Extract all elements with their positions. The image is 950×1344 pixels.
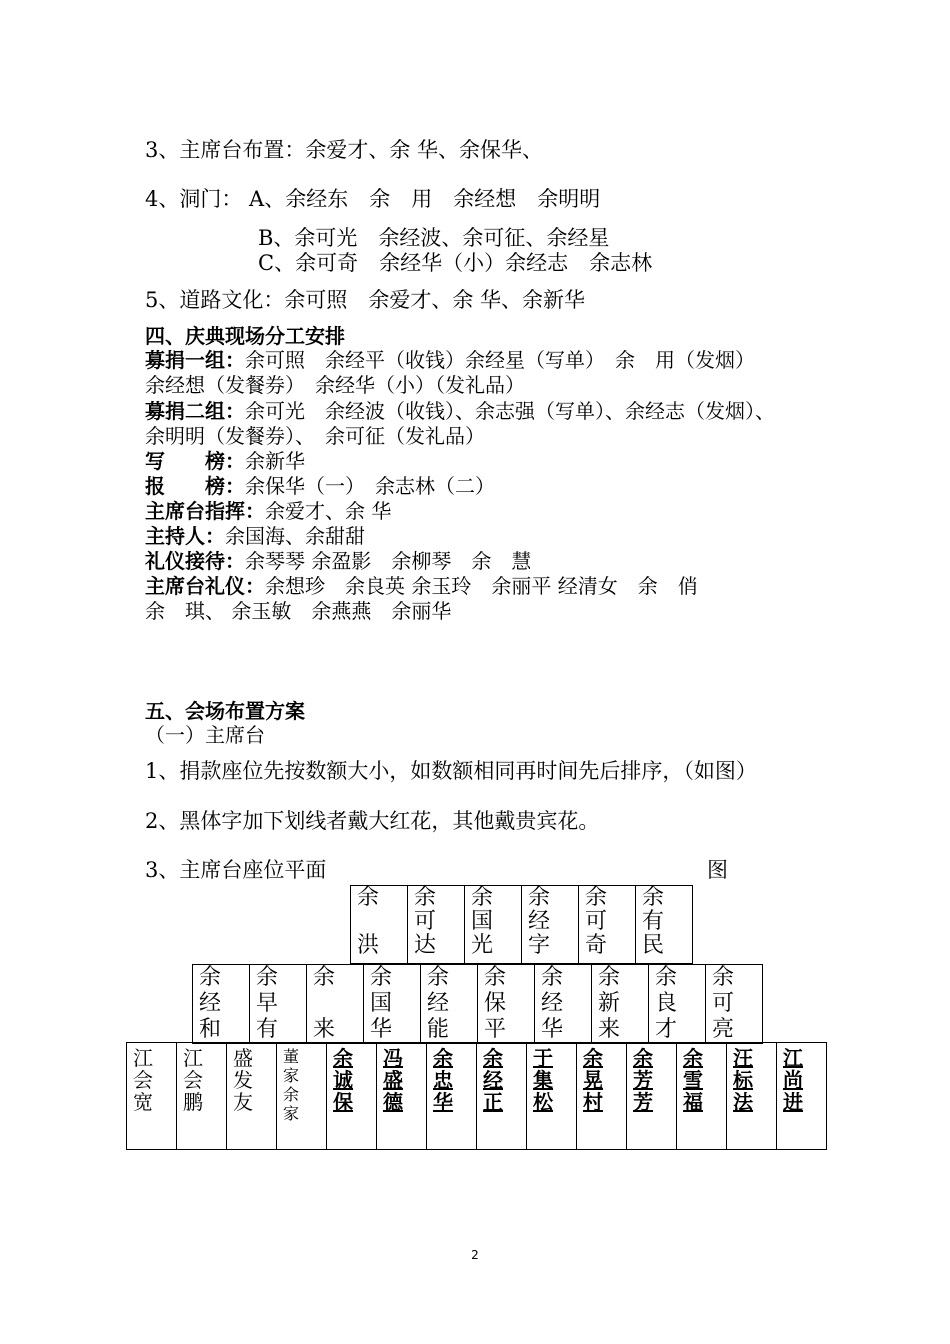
seat-char: 芳 (633, 1090, 653, 1114)
seat-row-3 (126, 1042, 827, 1150)
stage-etiquette-label: 主席台礼仪： (145, 574, 265, 598)
seat-char: 经 (528, 909, 551, 934)
seat-name (233, 1047, 276, 1113)
seat-char: 诚 (333, 1068, 353, 1092)
seat-name (683, 1047, 726, 1113)
seat-char: 于 (533, 1046, 553, 1070)
rule-1: 1、捐款座位先按数额大小，如数额相同再时间先后排序，（如图） (145, 759, 757, 783)
seat-name (199, 965, 249, 1043)
seat-char: 宽 (133, 1090, 153, 1114)
seat-char: 有 (642, 909, 665, 934)
seat-char: 鹏 (183, 1090, 203, 1114)
seat-name (712, 965, 762, 1043)
seat-name (414, 886, 464, 958)
seat-cell (636, 886, 693, 964)
section-5-subheading: （一）主席台 (145, 723, 265, 747)
rule-2: 2、黑体字加下划线者戴大红花，其他戴贵宾花。 (145, 809, 600, 833)
seat-cell (377, 1043, 427, 1150)
seat-cell (307, 965, 364, 1044)
seat-char: 良 (655, 991, 678, 1016)
seat-char: 江 (183, 1046, 203, 1070)
seat-char: 余 (433, 1046, 453, 1070)
seat-char: 余 (585, 885, 608, 910)
seat-char: 正 (483, 1090, 503, 1114)
stage-director-line (145, 498, 391, 524)
group1-text: 余可照 余经平（收钱）余经星（写单） 余 用（发烟） (245, 348, 755, 372)
seat-name (533, 1047, 576, 1113)
seat-cell (579, 886, 636, 964)
writer-text: 余新华 (245, 449, 305, 473)
seat-char: 进 (783, 1090, 803, 1114)
seat-char: 忠 (433, 1068, 453, 1092)
stage-etiquette-line2: 余 琪、 余玉敏 余燕燕 余丽华 (145, 599, 452, 623)
seat-name (256, 965, 306, 1043)
seat-char: 经 (483, 1068, 503, 1092)
seat-cell (421, 965, 478, 1044)
host-line (145, 523, 365, 549)
seat-cell (408, 886, 465, 964)
seat-char: 家 (283, 1066, 300, 1085)
seat-char: 来 (598, 1017, 621, 1042)
seat-cell (478, 965, 535, 1044)
seat-char: 标 (733, 1068, 753, 1092)
seat-name (733, 1047, 776, 1113)
seat-cell (277, 1043, 327, 1150)
seat-name (528, 886, 578, 958)
host-label: 主持人： (145, 524, 225, 548)
seat-char: 可 (585, 909, 608, 934)
reception-line (145, 548, 531, 574)
seat-char: 余 (655, 965, 678, 990)
seat-char: 芳 (633, 1068, 653, 1092)
seat-char: 余 (357, 885, 380, 910)
seat-char: 经 (427, 991, 450, 1016)
seat-name (633, 1047, 676, 1113)
seat-cell (477, 1043, 527, 1150)
seat-char: 余 (199, 965, 222, 990)
seat-cell (649, 965, 706, 1044)
seat-char: 冯 (383, 1046, 403, 1070)
writer-line (145, 448, 305, 474)
stage-director-label: 主席台指挥： (145, 499, 265, 523)
seat-char: 奇 (585, 933, 608, 958)
seat-cell (177, 1043, 227, 1150)
seat-cell (535, 965, 592, 1044)
section-5-heading: 五、会场布置方案 (145, 699, 305, 723)
group2-text: 余可光 余经波（收钱）、余志强（写单）、余经志（发烟）、 (245, 399, 775, 423)
seat-char: 余 (370, 965, 393, 990)
seat-char: 保 (333, 1090, 353, 1114)
seat-char: 晃 (583, 1068, 603, 1092)
rule-3: 3、主席台座位平面 (145, 858, 327, 882)
seat-char: 会 (133, 1068, 153, 1092)
seat-char: 光 (471, 933, 494, 958)
seat-char: 和 (199, 1017, 222, 1042)
seat-char: 华 (433, 1090, 453, 1114)
seat-name (370, 965, 420, 1043)
seat-name (471, 886, 521, 958)
seat-char: 能 (427, 1017, 450, 1042)
seat-name (283, 1047, 326, 1123)
reception-label: 礼仪接待： (145, 549, 245, 573)
seat-char: 家 (283, 1104, 300, 1123)
group1-label: 募捐一组： (145, 348, 245, 372)
seat-char: 新 (598, 991, 621, 1016)
seat-char: 福 (683, 1090, 703, 1114)
seat-char: 法 (733, 1090, 753, 1114)
seat-char: 华 (370, 1017, 393, 1042)
seat-name (383, 1047, 426, 1113)
seat-char: 达 (414, 933, 437, 958)
seat-char: 余 (528, 885, 551, 910)
seat-char: 经 (541, 991, 564, 1016)
seat-cell (327, 1043, 377, 1150)
seat-char: 发 (233, 1068, 253, 1092)
arrangement-line-4: 4、洞门： A、余经东 余 用 余经想 余明明 (145, 187, 601, 211)
announcer-text: 余保华（一） 余志林（二） (245, 474, 495, 498)
seat-char: 余 (333, 1046, 353, 1070)
seat-cell (250, 965, 307, 1044)
seat-name (357, 886, 407, 958)
seat-name (655, 965, 705, 1043)
seat-char: 余 (283, 1085, 300, 1104)
seat-name (598, 965, 648, 1043)
seat-cell (706, 965, 763, 1044)
seat-char: 余 (598, 965, 621, 990)
group2-line2: 余明明（发餐券）、 余可征（发礼品） (145, 424, 485, 448)
seat-char: 德 (383, 1090, 403, 1114)
seat-cell (677, 1043, 727, 1150)
seat-name (333, 1047, 376, 1113)
seat-name (483, 1047, 526, 1113)
seat-char: 余 (414, 885, 437, 910)
seat-char (313, 991, 320, 1017)
seat-char: 余 (642, 885, 665, 910)
seat-cell (364, 965, 421, 1044)
seat-char: 江 (133, 1046, 153, 1070)
seat-cell (193, 965, 250, 1044)
seat-char: 经 (199, 991, 222, 1016)
seat-char: 来 (313, 1017, 336, 1042)
rule-3-figure-label: 图 (707, 858, 728, 882)
seat-char: 余 (712, 965, 735, 990)
seat-char: 集 (533, 1068, 553, 1092)
seat-char: 江 (783, 1046, 803, 1070)
group2-line (145, 398, 775, 424)
seat-char: 会 (183, 1068, 203, 1092)
seat-char: 盛 (233, 1046, 253, 1070)
page-number: 2 (471, 1248, 479, 1262)
seat-cell (777, 1043, 827, 1150)
seat-cell (227, 1043, 277, 1150)
seat-cell (627, 1043, 677, 1150)
arrangement-line-5: 5、道路文化：余可照 余爱才、余 华、余新华 (145, 288, 586, 312)
seat-char: 余 (483, 1046, 503, 1070)
seat-char: 保 (484, 991, 507, 1016)
seat-name (541, 965, 591, 1043)
seat-name (484, 965, 534, 1043)
seat-char: 余 (683, 1046, 703, 1070)
seat-cell (577, 1043, 627, 1150)
group1-line (145, 347, 755, 373)
seat-char: 盛 (383, 1068, 403, 1092)
seat-cell (592, 965, 649, 1044)
announcer-line (145, 473, 495, 499)
seat-char: 国 (370, 991, 393, 1016)
seat-cell (351, 886, 408, 964)
seat-char: 雪 (683, 1068, 703, 1092)
seat-char: 余 (541, 965, 564, 990)
seat-char: 尚 (783, 1068, 803, 1092)
seat-char: 国 (471, 909, 494, 934)
seat-char: 余 (427, 965, 450, 990)
seat-char: 才 (655, 1017, 678, 1042)
arrangement-line-4c: C、余可奇 余经华（小）余经志 余志林 (258, 251, 653, 275)
seat-name (133, 1047, 176, 1113)
seat-name (183, 1047, 226, 1113)
seat-cell (127, 1043, 177, 1150)
seat-char: 字 (528, 933, 551, 958)
seat-name (583, 1047, 626, 1113)
announcer-label: 报 榜： (145, 474, 245, 498)
seat-char: 洪 (357, 933, 380, 958)
seat-char: 余 (256, 965, 279, 990)
arrangement-line-4b: B、余可光 余经波、余可征、余经星 (258, 226, 610, 250)
seat-char: 早 (256, 991, 279, 1016)
reception-text: 余琴琴 余盈影 余柳琴 余 慧 (245, 549, 532, 573)
group1-line2: 余经想（发餐券） 余经华（小）（发礼品） (145, 373, 525, 397)
seat-cell (465, 886, 522, 964)
seat-char: 有 (256, 1017, 279, 1042)
seat-char: 平 (484, 1017, 507, 1042)
host-text: 余国海、余甜甜 (225, 524, 365, 548)
stage-director-text: 余爱才、余 华 (265, 499, 392, 523)
seat-row-2 (192, 964, 763, 1044)
seat-row-1 (350, 885, 693, 964)
seat-name (313, 965, 363, 1043)
seat-char: 松 (533, 1090, 553, 1114)
seat-char: 余 (313, 965, 336, 990)
seat-char: 可 (712, 991, 735, 1016)
arrangement-line-3: 3、主席台布置：余爱才、余 华、余保华、 (145, 138, 544, 162)
seat-name (433, 1047, 476, 1113)
seat-cell (727, 1043, 777, 1150)
seat-char: 董 (283, 1047, 300, 1066)
seat-char: 村 (583, 1090, 603, 1114)
seat-name (783, 1047, 826, 1113)
stage-etiquette-text: 余想珍 余良英 余玉玲 余丽平 经清女 余 俏 (265, 574, 698, 598)
seat-char: 余 (583, 1046, 603, 1070)
seat-char: 余 (633, 1046, 653, 1070)
seat-name (642, 886, 692, 958)
seat-char: 汪 (733, 1046, 753, 1070)
seat-char: 余 (471, 885, 494, 910)
section-4-heading: 四、庆典现场分工安排 (145, 324, 345, 348)
seat-char (357, 910, 364, 934)
seat-cell (527, 1043, 577, 1150)
seat-char: 可 (414, 909, 437, 934)
seat-char: 亮 (712, 1017, 735, 1042)
seat-name (427, 965, 477, 1043)
seat-char: 民 (642, 933, 665, 958)
stage-etiquette-line (145, 573, 698, 599)
seat-cell (427, 1043, 477, 1150)
seat-char: 友 (233, 1090, 253, 1114)
writer-label: 写 榜： (145, 449, 245, 473)
group2-label: 募捐二组： (145, 399, 245, 423)
seat-cell (522, 886, 579, 964)
seat-name (585, 886, 635, 958)
seat-char: 华 (541, 1017, 564, 1042)
seat-char: 余 (484, 965, 507, 990)
